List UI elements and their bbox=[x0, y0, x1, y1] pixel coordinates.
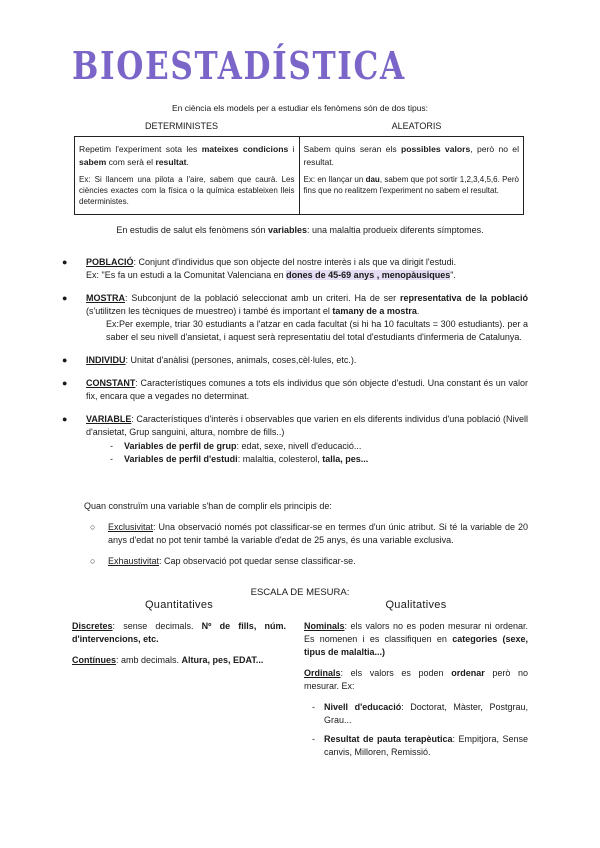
aleatoris-definition: Sabem quins seran els possibles valors, però no el resultat. bbox=[303, 144, 519, 167]
page-title: BIOESTADÍSTICA bbox=[72, 43, 406, 88]
nominals-item: Nominals: els valors no es poden mesurar ni ordenar. Es nomenen i es classifiquen en categories (sexe, tipus de malaltia...) bbox=[304, 620, 528, 658]
bullet-icon: ● bbox=[62, 257, 68, 267]
principis-section bbox=[84, 500, 528, 568]
aleatoris-heading: ALEATORIS bbox=[391, 121, 442, 131]
mostra-example: Ex:Per exemple, triar 30 estudiants a l'atzar en cada facultat (si hi ha 10 facultats = 300 estudiants). per a saber el seu nivell d'ansietat, i aquest serà representatiu del total d'estudiants d'infermeria de Catalunya. bbox=[106, 319, 528, 343]
aleatoris-example: Ex: en llançar un dau, sabem que pot sortir 1,2,3,4,5,6. Però fins que no realitzem l'experiment no sabem el resultat. bbox=[303, 174, 519, 196]
escala-title: ESCALA DE MESURA: bbox=[250, 587, 350, 598]
ordinal-example-educacio: - Nivell d'educació: Doctorat, Màster, Postgrau, Grau... bbox=[312, 702, 528, 726]
aleatoris-cell bbox=[300, 137, 524, 213]
quantitatives-heading: Quantitatives bbox=[144, 599, 214, 611]
bullet-icon: ● bbox=[62, 355, 68, 366]
summary-text: En estudis de salut els fenòmens són variables: una malaltia produeix diferents símptomes. bbox=[116, 225, 484, 235]
list-item-mostra: ● MOSTRA: Subconjunt de la població seleccionat amb un criteri. Ha de ser representativa de la població (s'utilitzen les tècniques de muestreo) i també és important el tamany de a mostra. Ex:Per exemple, triar 30 estudiants a l'atzar en cada facultat (si hi ha 10 facultats = 300 estudiants). per a saber el seu nivell d'ansietat, i aquest serà representatiu del total d'estudiants d'infermeria de Catalunya. bbox=[62, 292, 528, 344]
ordinal-example-pauta: - Resultat de pauta terapèutica: Empitjora, Sense canvis, Milloren, Remissió. bbox=[312, 734, 528, 758]
bullet-icon: ● bbox=[62, 378, 68, 389]
ordinals-item: Ordinals: els valors es poden ordenar però no mesurar. Ex: bbox=[304, 668, 528, 692]
variable-subitem-grup: - Variables de perfil de grup: edat, sexe, nivell d'educació... bbox=[110, 440, 362, 451]
models-box bbox=[74, 136, 524, 214]
principis-intro: Quan construïm una variable s'han de complir els principis de: bbox=[84, 501, 332, 511]
quantitatives-column bbox=[72, 598, 286, 675]
poblacio-example: Ex: "Es fa un estudi a la Comunitat Valenciana en dones de 45-69 anys , menopàusiques". bbox=[86, 270, 456, 281]
continues-item: Contínues: amb decimals. Altura, pes, EDAT... bbox=[72, 655, 264, 666]
deterministes-cell bbox=[75, 137, 300, 213]
definitions-list bbox=[62, 256, 528, 476]
deterministes-heading: DETERMINISTES bbox=[144, 121, 218, 131]
deterministes-example: Ex: Si llancem una pilota a l'aire, sabem que caurà. Les ciències exactes com la física o la química estableixen lleis deterministes. bbox=[79, 174, 295, 207]
deterministes-definition: Repetim l'experiment sota les mateixes condicions i sabem com serà el resultat. bbox=[79, 144, 295, 167]
principi-exhaustivitat: ○ Exhaustivitat: Cap observació pot quedar sense classificar-se. bbox=[84, 555, 528, 568]
bullet-icon: ● bbox=[62, 293, 68, 304]
bullet-icon: ● bbox=[62, 414, 68, 425]
qualitatives-column bbox=[304, 598, 528, 765]
circle-bullet-icon: ○ bbox=[90, 522, 96, 533]
list-item-poblacio: ● POBLACIÓ: Conjunt d'individus que son objecte del nostre interès i als que va dirigit l'estudi. Ex: "Es fa un estudi a la Comunitat Valenciana en dones de 45-69 anys , menopàusiques". bbox=[62, 256, 528, 282]
circle-bullet-icon: ○ bbox=[90, 556, 96, 567]
list-item-variable: ● VARIABLE: Característiques d'interès i observables que varien en els diferents individus d'una població (Nivell d'ansietat, Grup sanguini, altura, nombre de fills..) - Variables de perfil de grup: edat, sexe, nivell d'educació... - Variables de perfil d'estudi: malaltia, colesterol, talla, pes... bbox=[62, 413, 528, 465]
models-table bbox=[74, 120, 524, 215]
variable-subitem-estudi: - Variables de perfil d'estudi: malaltia, colesterol, talla, pes... bbox=[110, 453, 369, 464]
intro-text: En ciència els models per a estudiar els fenòmens són de dos tipus: bbox=[171, 103, 429, 113]
list-item-constant: ● CONSTANT: Característiques comunes a tots els individus que són objecte d'estudi. Una constant és un valor fix, encara que a vegades no determinat. bbox=[62, 378, 528, 402]
principi-exclusivitat: ○ Exclusivitat: Una observació només pot classificar-se en termes d'un únic atribut. Si té la variable de 20 anys d'edat no pot tenir també la variable d'edat de 25 anys, és una variable exclusiva. bbox=[90, 522, 528, 546]
discretes-item: Discretes: sense decimals. Nº de fills, núm. d'intervencions, etc. bbox=[72, 620, 287, 644]
list-item-individu: ● INDIVIDU: Unitat d'anàlisi (persones, animals, coses,cèl·lules, etc.). bbox=[62, 354, 528, 367]
qualitatives-heading: Qualitatives bbox=[385, 599, 447, 611]
